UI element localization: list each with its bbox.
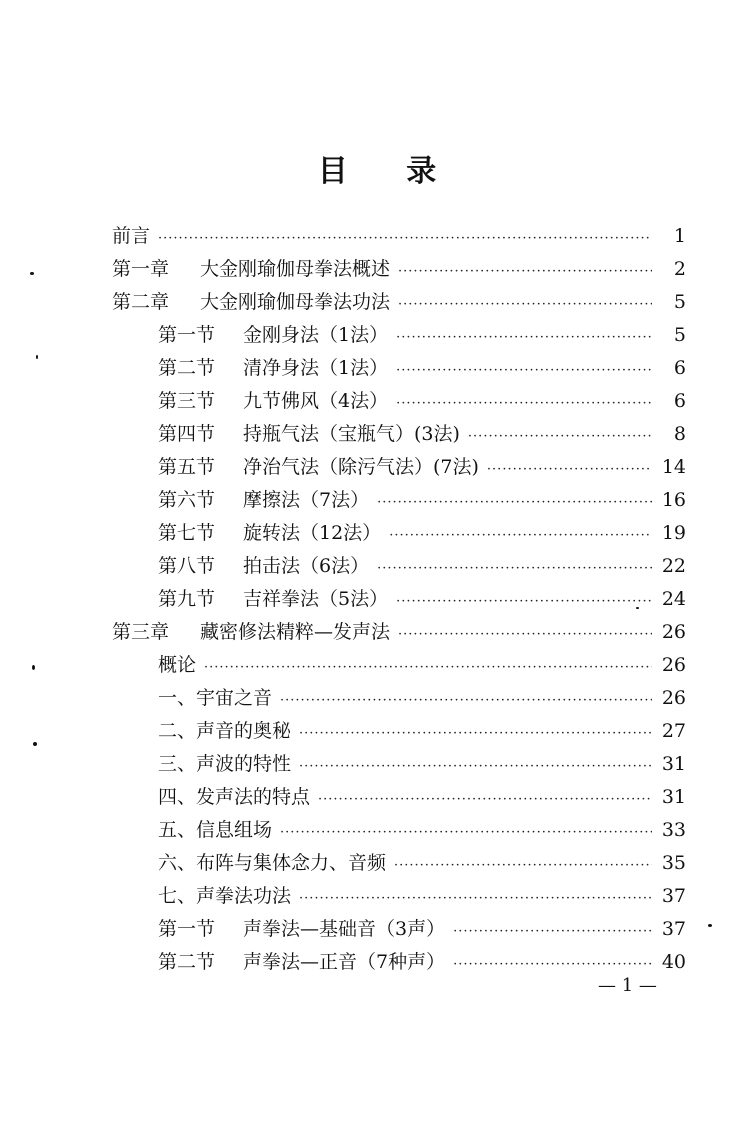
- toc-entry[interactable]: [158, 485, 686, 518]
- toc-entry-page: 40: [661, 951, 686, 973]
- toc-entry[interactable]: [158, 419, 686, 452]
- scan-speck: [708, 924, 712, 927]
- dot-leader: [377, 561, 652, 576]
- toc-entry-page: 19: [661, 522, 686, 544]
- dot-leader: [453, 924, 652, 939]
- toc-entry-title: 旋转法（12法）: [243, 522, 382, 544]
- toc-entry-page: 1: [673, 225, 686, 247]
- toc-entry[interactable]: [112, 617, 686, 650]
- dot-leader: [204, 660, 652, 675]
- toc-entry[interactable]: [158, 650, 686, 683]
- toc-entry-section: 第一节: [158, 918, 216, 940]
- toc-entry-title: 大金刚瑜伽母拳法功法: [200, 291, 391, 313]
- dot-leader: [396, 396, 652, 411]
- toc-entry[interactable]: [158, 320, 686, 353]
- toc-entry-chapter: 第三章: [112, 621, 170, 643]
- toc-entry[interactable]: [158, 353, 686, 386]
- dot-leader: [487, 462, 652, 477]
- toc-entry-page: 6: [673, 390, 686, 412]
- dot-leader: [396, 594, 652, 609]
- toc-entry[interactable]: [112, 254, 686, 287]
- toc-entry-section: 第二节: [158, 951, 216, 973]
- toc-entry-title: 三、声波的特性: [158, 753, 292, 775]
- toc-entry-page: 22: [661, 555, 686, 577]
- toc-entry-page: 33: [661, 819, 686, 841]
- toc-entry[interactable]: [158, 683, 686, 716]
- toc-entry-page: 26: [661, 654, 686, 676]
- toc-entry[interactable]: [158, 716, 686, 749]
- scan-speck: [636, 607, 639, 609]
- page-title: 目 录: [317, 154, 461, 189]
- toc-entry-title: 概论: [158, 654, 197, 676]
- toc-entry-section: 第四节: [158, 423, 216, 445]
- toc-entry[interactable]: [158, 518, 686, 551]
- scan-speck: [33, 742, 37, 746]
- toc-entry[interactable]: [112, 221, 686, 254]
- dot-leader: [396, 363, 652, 378]
- dot-leader: [394, 858, 652, 873]
- toc-entry-title: 大金刚瑜伽母拳法概述: [200, 258, 391, 280]
- scan-speck: [36, 355, 38, 359]
- toc-entry-page: 26: [661, 687, 686, 709]
- toc-entry-page: 2: [673, 258, 686, 280]
- toc-entry[interactable]: [158, 584, 686, 617]
- toc-entry-title: 声拳法—正音（7种声）: [243, 951, 446, 973]
- dot-leader: [389, 528, 652, 543]
- toc-entry-title: 金刚身法（1法）: [243, 324, 389, 346]
- toc-entry[interactable]: [158, 452, 686, 485]
- toc-entry-page: 5: [673, 291, 686, 313]
- toc-entry-section: 第三节: [158, 390, 216, 412]
- toc-entry[interactable]: [158, 386, 686, 419]
- dot-leader: [398, 264, 652, 279]
- toc-entry-title: 二、声音的奥秘: [158, 720, 292, 742]
- toc-entry-title: 摩擦法（7法）: [243, 489, 370, 511]
- toc-entry-title: 净治气法（除污气法）(7法): [243, 456, 479, 478]
- toc-entry[interactable]: [158, 881, 686, 914]
- dot-leader: [453, 957, 652, 972]
- toc-entry-title: 持瓶气法（宝瓶气）(3法): [243, 423, 460, 445]
- toc-entry[interactable]: [158, 815, 686, 848]
- dot-leader: [280, 693, 652, 708]
- dot-leader: [318, 792, 652, 807]
- toc-entry-section: 第六节: [158, 489, 216, 511]
- toc-entry[interactable]: [158, 551, 686, 584]
- toc-entry-page: 5: [673, 324, 686, 346]
- dot-leader: [377, 495, 652, 510]
- toc-entry-title: 拍击法（6法）: [243, 555, 370, 577]
- dot-leader: [396, 330, 652, 345]
- toc-entry-title: 五、信息组场: [158, 819, 273, 841]
- toc-entry-page: 27: [661, 720, 686, 742]
- dot-leader: [299, 891, 652, 906]
- toc-entry-page: 37: [661, 885, 686, 907]
- toc-entry-section: 第八节: [158, 555, 216, 577]
- toc-entry[interactable]: [158, 914, 686, 947]
- toc-entry-title: 一、宇宙之音: [158, 687, 273, 709]
- toc-entry-title: 四、发声法的特点: [158, 786, 311, 808]
- toc-entry-section: 第九节: [158, 588, 216, 610]
- toc-entry-chapter: 第一章: [112, 258, 170, 280]
- toc-entry-section: 第五节: [158, 456, 216, 478]
- toc-entry-page: 8: [673, 423, 686, 445]
- toc-entry[interactable]: [158, 749, 686, 782]
- toc-entry-section: 第七节: [158, 522, 216, 544]
- dot-leader: [158, 231, 652, 246]
- toc-entry-page: 37: [661, 918, 686, 940]
- dot-leader: [299, 759, 652, 774]
- scan-speck: [30, 272, 34, 275]
- scan-speck: [32, 665, 35, 670]
- toc-entry-page: 35: [661, 852, 686, 874]
- toc-entry-title: 声拳法—基础音（3声）: [243, 918, 446, 940]
- toc-entry-page: 6: [673, 357, 686, 379]
- toc-entry-chapter: 第二章: [112, 291, 170, 313]
- toc-entry-page: 26: [661, 621, 686, 643]
- toc-entry-title: 七、声拳法功法: [158, 885, 292, 907]
- dot-leader: [280, 825, 652, 840]
- dot-leader: [468, 429, 652, 444]
- toc-entry-page: 31: [661, 786, 686, 808]
- toc-entry[interactable]: [158, 848, 686, 881]
- toc-entry-page: 14: [661, 456, 686, 478]
- toc-entry-title: 藏密修法精粹—发声法: [200, 621, 391, 643]
- toc-entry-title: 六、布阵与集体念力、音频: [158, 852, 387, 874]
- toc-entry-title: 吉祥拳法（5法）: [243, 588, 389, 610]
- toc-entry-page: 31: [661, 753, 686, 775]
- toc-entry[interactable]: [158, 782, 686, 815]
- toc-entry-section: 第一节: [158, 324, 216, 346]
- toc-entry-page: 16: [661, 489, 686, 511]
- toc-entry[interactable]: [112, 287, 686, 320]
- toc-entry-page: 24: [661, 588, 686, 610]
- dot-leader: [398, 627, 652, 642]
- page-number: — 1 —: [598, 975, 657, 996]
- dot-leader: [398, 297, 652, 312]
- toc-entry-title: 前言: [112, 225, 151, 247]
- toc-entry-title: 九节佛风（4法）: [243, 390, 389, 412]
- dot-leader: [299, 726, 652, 741]
- toc-entry-title: 清净身法（1法）: [243, 357, 389, 379]
- toc-entry-section: 第二节: [158, 357, 216, 379]
